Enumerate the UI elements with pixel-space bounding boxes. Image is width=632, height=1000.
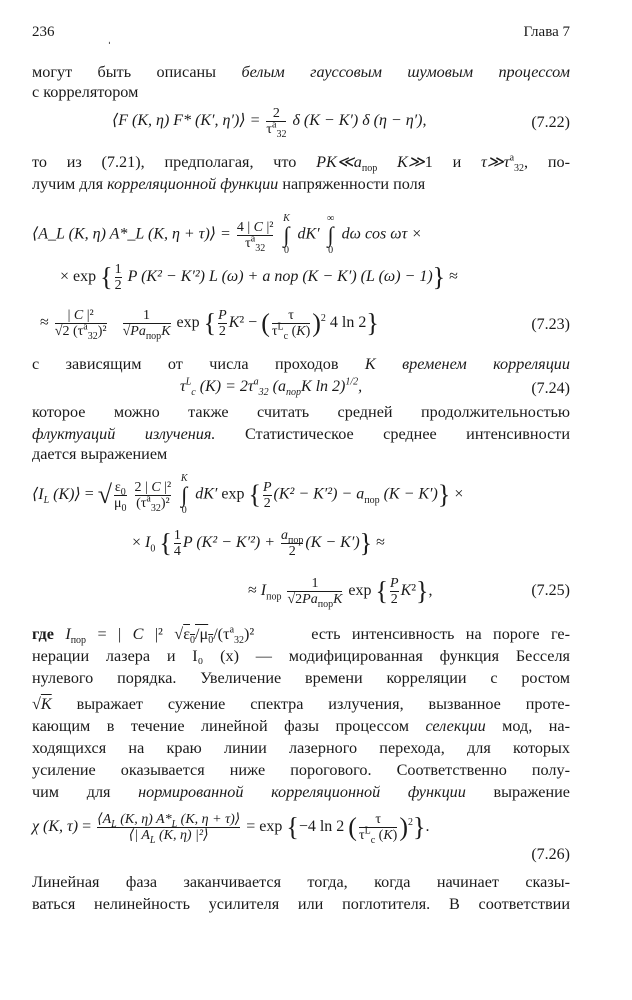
text-line: флуктуаций излучения. Статистическое среднее интенсивности (32, 425, 571, 443)
text-line: чим для нормированной корреляционной функции выражение (32, 783, 570, 801)
equation-7-25-line1: $⟨I_L$ (K)⟩ = √ $\frac{\varepsilon_0}{\mu_0}$ $\frac{\text{2 | C |²}}{(\tau^a_{32})^2}$ K ∫ 0 dK′ exp { $\frac{P}{2}$ $(K^2 - K'^2) - a_{пор}$ (K − K′)} × (32, 473, 464, 516)
text-line: с коррелятором (32, 83, 139, 101)
equation-number: (7.24) (531, 380, 570, 397)
text-line: усиление оказывается ниже порогового. Соответственно полу- (32, 761, 570, 779)
equation-7-23-line3: ≈ $\frac{\text{| C |²}}{√2 (\tau^a_{32})^2}$ $\frac{1}{√Pa_{пор}K}$ exp { $\frac{P}{2}$ K² − ( $\frac{\tau}{\tau^L_c (K)}$ )$^2$ 4 ln 2} (40, 308, 379, 342)
equation-7-25-line3: ≈ $I_{пор}$ $\frac{1}{√2Pa_{пор}K}$ exp { $\frac{P}{2}$ K²}, (248, 576, 433, 610)
text-line: то из (7.21), предполагая, что $PK≪a_{пор}$ K≫1 и $\tau≫\tau^a_{32}$, по- (32, 152, 571, 175)
equation-7-22: ⟨F (K, η) F* (K′, η′)⟩ = $\frac{2}{\tau^a_{32}}$ δ (K − K′) δ (η − η′), (112, 106, 427, 140)
print-mark: ˌ (107, 30, 112, 45)
text-line: которое можно также считать средней продолжительностью (32, 403, 570, 421)
chapter-header: Глава 7 (523, 24, 570, 40)
text-line: кающим в течение линейной фазы процессом селекции мод, на- (32, 717, 570, 735)
text-line: нерации лазера и I₀ (x) — модифицированная функция Бесселя (32, 647, 570, 665)
text-line: √K выражает сужение спектра излучения, вызванное проте- (32, 695, 570, 713)
text-line: нулевого порядка. Увеличение времени корреляции с ростом (32, 669, 570, 687)
equation-7-23-line1: ⟨A_L (K, η) A*_L (K, η + τ)⟩ = $\frac{\text{4 | C |²}}{\tau^a_{32}}$ K ∫ 0 dK′ ∞ ∫ 0 dω cos ωτ × (32, 213, 423, 256)
equation-number: (7.23) (531, 316, 570, 333)
equation-number: (7.22) (531, 114, 570, 131)
page-number: 236 (32, 24, 55, 40)
text-line: с зависящим от числа проходов K временем корреляции (32, 355, 570, 373)
text-line: Линейная фаза заканчивается тогда, когда начинает сказы- (32, 873, 570, 891)
text-line: ходящихся на краю линии лазерного перехода, для которых (32, 739, 570, 757)
equation-7-24: $\tau^L_c$ $(K) = 2\tau^a_{32}$ ($a_{пор}K$ ln 2)$^{1/2}$, (180, 376, 363, 399)
equation-7-25-line2: × $I_0$ { $\frac{1}{4}$ P (K² − K′²) + $\frac{a_{пор}}{2}$ (K − K′)} ≈ (132, 528, 385, 559)
text-line: дается выражением (32, 445, 168, 463)
equation-number: (7.26) (531, 846, 570, 863)
text-line: могут быть описаны белым гауссовым шумовым процессом (32, 63, 570, 81)
equation-7-23-line2: × exp { $\frac{1}{2}$ P (K² − K′²) L (ω) + a пор (K − K′) (L (ω) − 1)} ≈ (60, 262, 458, 293)
equation-number: (7.25) (531, 582, 570, 599)
text-line: где $I_{пор}$ = | C |² $√\varepsilon_0/\mu_0/(\tau^a_{32})^2$ есть интенсивность на пороге ге- (32, 624, 570, 647)
text-line: лучим для корреляционной функции напряженности поля (32, 175, 426, 193)
equation-7-26: χ (K, τ) = $\frac{⟨A_L (K, \eta) A*_L (K, \eta + \tau)⟩}{⟨| A_L (K, \eta) |^2⟩}$ = exp {−4 ln 2 ( $\frac{\tau}{\tau^L_c (K)}$ )$^2$}. (32, 812, 430, 846)
text-line: ваться нелинейность усилителя или поглотителя. В соответствии (32, 895, 570, 913)
